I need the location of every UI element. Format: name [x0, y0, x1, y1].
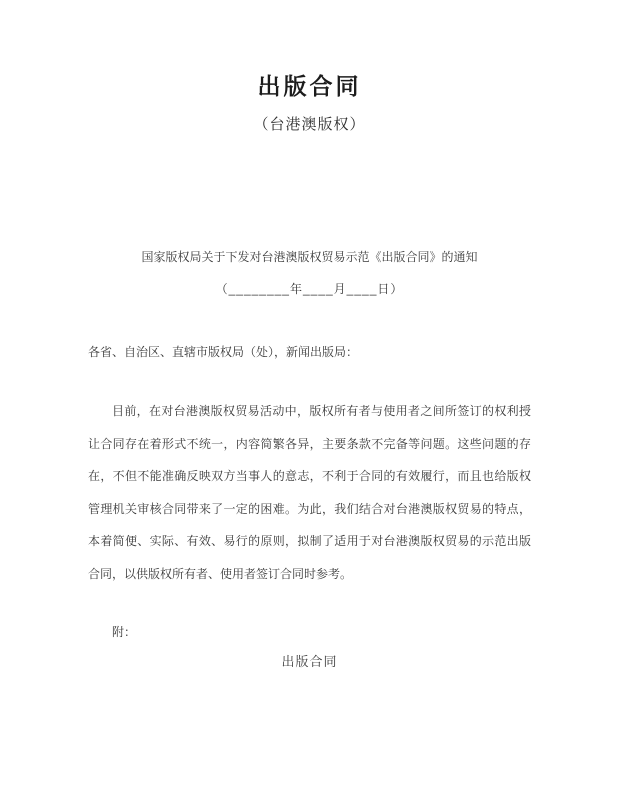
attachment-document-title: 出版合同	[281, 654, 338, 669]
attachment-label: 附：	[112, 625, 137, 639]
document-title: 出版合同	[257, 73, 362, 99]
notice-heading: 国家版权局关于下发对台港澳版权贸易示范《出版合同》的通知	[141, 250, 478, 264]
notice-body-paragraph: 目前，在对台港澳版权贸易活动中，版权所有者与使用者之间所签订的权利授让合同存在着形式不统一，内容简繁各异，主要条款不完备等问题。这些问题的存在，不但不能准确反映双方当事人的意志，不利于合同的有效履行，而且也给版权管理机关审核合同带来了一定的困难。为此，我们结合对台港澳版权贸易的特点，本着简便、实际、有效、易行的原则，拟制了适用于对台港澳版权贸易的示范出版合同，以供版权所有者、使用者签订合同时参考。	[88, 404, 531, 581]
salutation-line: 各省、自治区、直辖市版权局（处），新闻出版局：	[88, 345, 359, 359]
document-subtitle: （台港澳版权）	[253, 116, 366, 133]
notice-date-line: （________年____月____日）	[215, 282, 404, 296]
